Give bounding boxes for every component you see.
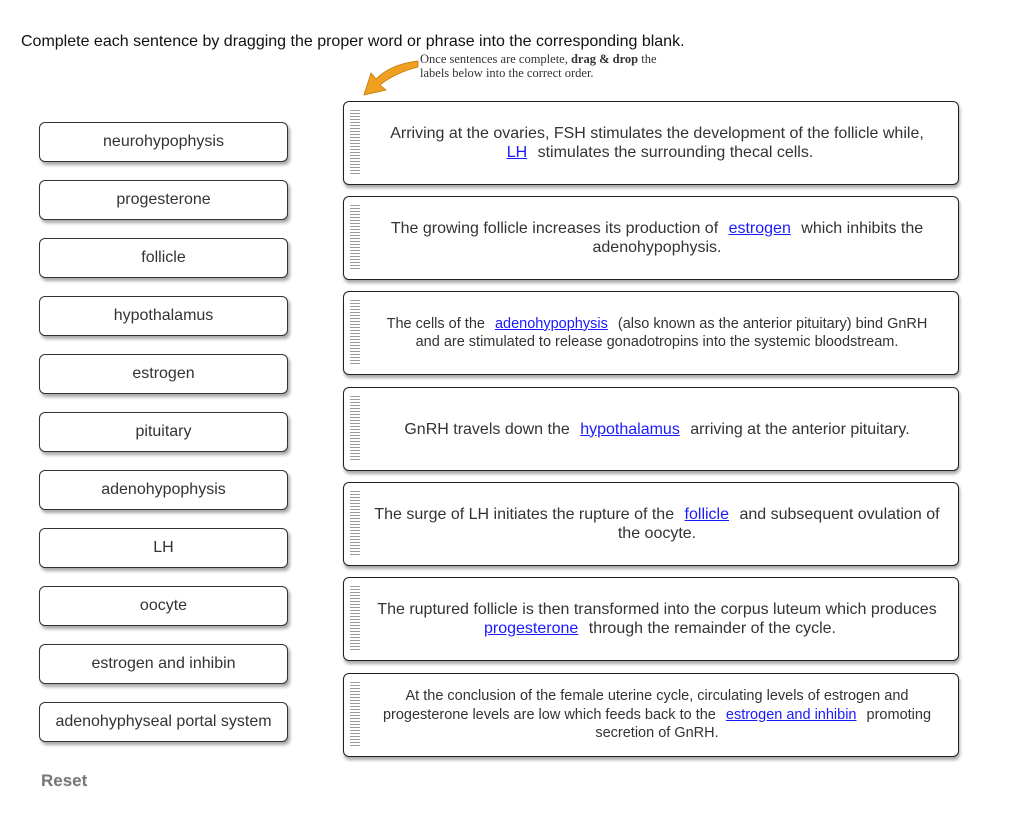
drag-handle-icon[interactable]: [350, 586, 360, 652]
filled-blank[interactable]: hypothalamus: [580, 420, 680, 438]
drag-handle-icon[interactable]: [350, 110, 360, 176]
filled-blank[interactable]: estrogen: [728, 220, 791, 237]
label-chip-pituitary[interactable]: pituitary: [39, 412, 288, 452]
sentence-text: The ruptured follicle is then transformed into the corpus luteum which produces progesterone through the remainder of the cycle.: [377, 601, 937, 637]
sentence-text: At the conclusion of the female uterine cycle, circulating levels of estrogen and progesterone levels are low which feeds back to the estrogen and inhibin promoting secretion of GnRH.: [382, 688, 932, 742]
filled-blank[interactable]: progesterone: [484, 620, 579, 637]
reset-button[interactable]: Reset: [41, 771, 88, 790]
label-chip-neurohypophysis[interactable]: neurohypophysis: [39, 122, 288, 162]
label-chip-estrogen-and-inhibin[interactable]: estrogen and inhibin: [39, 644, 288, 684]
label-chip-adenohypophysis[interactable]: adenohypophysis: [39, 470, 288, 510]
arrow-icon: [360, 57, 422, 99]
sentence-text: GnRH travels down the hypothalamus arriving at the anterior pituitary.: [404, 420, 910, 438]
filled-blank[interactable]: LH: [506, 144, 528, 161]
drag-handle-icon[interactable]: [350, 491, 360, 557]
sentence-card[interactable]: [343, 577, 959, 661]
drag-handle-icon[interactable]: [350, 396, 360, 462]
label-chip-oocyte[interactable]: oocyte: [39, 586, 288, 626]
label-chip-lh[interactable]: LH: [39, 528, 288, 568]
sentence-text: The surge of LH initiates the rupture of the follicle and subsequent ovulation of the oocyte.: [374, 506, 940, 542]
label-chip-estrogen[interactable]: estrogen: [39, 354, 288, 394]
drag-handle-icon[interactable]: [350, 682, 360, 748]
sentence-card[interactable]: [343, 673, 959, 757]
sentence-card[interactable]: [343, 101, 959, 185]
drag-handle-icon[interactable]: [350, 300, 360, 366]
drag-handle-icon[interactable]: [350, 205, 360, 271]
filled-blank[interactable]: estrogen and inhibin: [725, 706, 857, 723]
sentence-card[interactable]: [343, 387, 959, 471]
sentence-text: The growing follicle increases its production of estrogen which inhibits the adenohypophysis.: [390, 220, 924, 256]
filled-blank[interactable]: follicle: [684, 506, 730, 523]
filled-blank[interactable]: adenohypophysis: [494, 315, 608, 332]
label-chip-follicle[interactable]: follicle: [39, 238, 288, 278]
label-chip-adenohyphyseal-portal-system[interactable]: adenohyphyseal portal system: [39, 702, 288, 742]
instruction-text: Complete each sentence by dragging the proper word or phrase into the corresponding blank.: [21, 33, 685, 50]
sentence-card[interactable]: [343, 196, 959, 280]
sentence-text: The cells of the adenohypophysis (also known as the anterior pituitary) bind GnRH and are stimulated to release gonadotropins into the systemic bloodstream.: [386, 315, 928, 350]
sentence-card[interactable]: [343, 291, 959, 375]
sentence-text: Arriving at the ovaries, FSH stimulates the development of the follicle while, LH stimulates the surrounding thecal cells.: [390, 125, 924, 161]
label-chip-hypothalamus[interactable]: hypothalamus: [39, 296, 288, 336]
sentence-card[interactable]: [343, 482, 959, 566]
label-chip-progesterone[interactable]: progesterone: [39, 180, 288, 220]
drag-drop-hint: Once sentences are complete, drag & drop the labels below into the correct order.: [420, 52, 657, 80]
